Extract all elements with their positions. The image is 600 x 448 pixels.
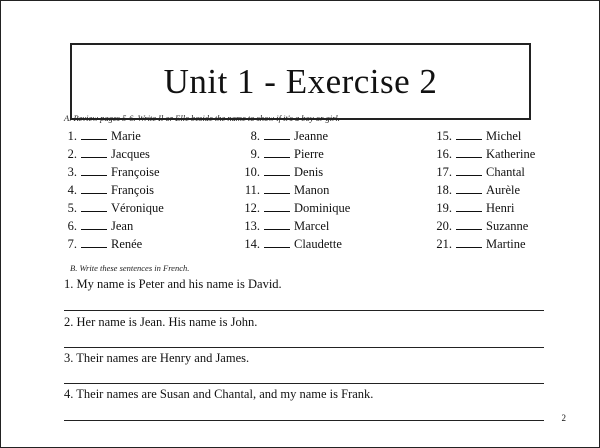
list-item: 20. Suzanne xyxy=(436,219,529,233)
list-item: 19. Henri xyxy=(436,201,515,215)
answer-blank[interactable] xyxy=(456,138,482,140)
answer-blank[interactable] xyxy=(81,210,107,212)
item-name: Dominique xyxy=(294,201,351,215)
item-name: Manon xyxy=(294,183,330,197)
list-item: 18. Aurèle xyxy=(436,183,521,197)
answer-blank[interactable] xyxy=(264,192,290,194)
answer-line-2[interactable] xyxy=(64,347,544,348)
answer-blank[interactable] xyxy=(456,156,482,158)
list-item: 7. Renée xyxy=(67,237,143,251)
item-name: Michel xyxy=(486,129,522,143)
answer-line-4[interactable] xyxy=(64,420,544,421)
list-item: 13. Marcel xyxy=(244,219,330,233)
sentence-3: 3. Their names are Henry and James. xyxy=(64,351,250,365)
item-name: Renée xyxy=(111,237,143,251)
item-name: Katherine xyxy=(486,147,536,161)
item-name: Jeanne xyxy=(294,129,329,143)
item-name: Jean xyxy=(111,219,134,233)
sentence-1: 1. My name is Peter and his name is David. xyxy=(64,277,282,291)
item-name: Jacques xyxy=(111,147,150,161)
list-item: 14. Claudette xyxy=(244,237,342,251)
answer-blank[interactable] xyxy=(81,156,107,158)
list-item: 16. Katherine xyxy=(436,147,536,161)
list-item: 3. Françoise xyxy=(67,165,160,179)
answer-blank[interactable] xyxy=(264,156,290,158)
item-name: Aurèle xyxy=(486,183,521,197)
item-name: Marie xyxy=(111,129,141,143)
answer-line-3[interactable] xyxy=(64,383,544,384)
answer-blank[interactable] xyxy=(264,174,290,176)
item-name: Martine xyxy=(486,237,526,251)
item-name: Marcel xyxy=(294,219,330,233)
sentence-4: 4. Their names are Susan and Chantal, and my name is Frank. xyxy=(64,387,374,401)
list-item: 8. Jeanne xyxy=(250,129,329,143)
list-item: 4. François xyxy=(67,183,155,197)
page-number: 2 xyxy=(561,413,566,423)
item-name: Suzanne xyxy=(486,219,529,233)
list-item: 2. Jacques xyxy=(67,147,150,161)
item-name: Véronique xyxy=(111,201,164,215)
list-item: 5. Véronique xyxy=(67,201,164,215)
name-column-1 xyxy=(59,127,164,253)
list-item: 17. Chantal xyxy=(436,165,525,179)
item-name: Chantal xyxy=(486,165,525,179)
answer-blank[interactable] xyxy=(81,228,107,230)
item-name: Pierre xyxy=(294,147,324,161)
name-column-2 xyxy=(238,127,350,253)
answer-blank[interactable] xyxy=(456,228,482,230)
answer-blank[interactable] xyxy=(264,138,290,140)
list-item: 10. Denis xyxy=(244,165,324,179)
answer-blank[interactable] xyxy=(81,174,107,176)
answer-blank[interactable] xyxy=(264,210,290,212)
answer-blank[interactable] xyxy=(264,228,290,230)
list-item: 11. Manon xyxy=(244,183,330,197)
item-name: François xyxy=(111,183,155,197)
list-item: 1. Marie xyxy=(67,129,141,143)
item-name: Claudette xyxy=(294,237,342,251)
item-name: Denis xyxy=(294,165,324,179)
item-name: Françoise xyxy=(111,165,160,179)
list-item: 9. Pierre xyxy=(250,147,324,161)
answer-blank[interactable] xyxy=(264,246,290,248)
answer-line-1[interactable] xyxy=(64,310,544,311)
page-title: Unit 1 - Exercise 2 xyxy=(163,61,438,101)
list-item: 6. Jean xyxy=(67,219,134,233)
list-item: 12. Dominique xyxy=(244,201,351,215)
list-item: 21. Martine xyxy=(436,237,526,251)
answer-blank[interactable] xyxy=(81,246,107,248)
name-column-3 xyxy=(430,127,535,253)
section-a-instruction: A. Review pages 5-6. Write Il or Elle beside the name to show if it's a boy or girl. xyxy=(64,113,340,123)
sentence-2: 2. Her name is Jean. His name is John. xyxy=(64,315,258,329)
answer-blank[interactable] xyxy=(456,174,482,176)
list-item: 15. Michel xyxy=(436,129,522,143)
answer-blank[interactable] xyxy=(456,210,482,212)
answer-blank[interactable] xyxy=(456,192,482,194)
section-b-instruction: B. Write these sentences in French. xyxy=(70,263,190,273)
item-name: Henri xyxy=(486,201,515,215)
answer-blank[interactable] xyxy=(456,246,482,248)
answer-blank[interactable] xyxy=(81,138,107,140)
title-box xyxy=(70,43,531,120)
answer-blank[interactable] xyxy=(81,192,107,194)
